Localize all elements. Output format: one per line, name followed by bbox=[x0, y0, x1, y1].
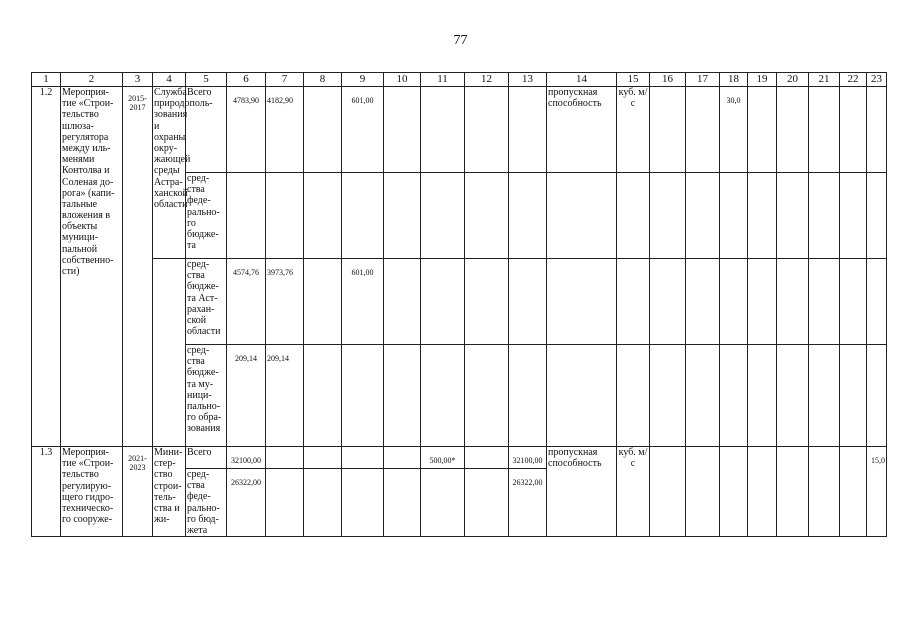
period: 2021-2023 bbox=[123, 447, 153, 537]
col-header: 21 bbox=[809, 73, 840, 87]
col-header: 19 bbox=[748, 73, 777, 87]
cell-col6: 209,14 bbox=[227, 345, 266, 447]
cell-col23 bbox=[867, 345, 887, 447]
cell-col6: 32100,00 bbox=[227, 447, 266, 469]
cell-col18 bbox=[720, 345, 748, 447]
executor: Служба природополь-зования и охраны окру-жающей среды Астра-ханской области bbox=[153, 87, 186, 259]
cell-col17 bbox=[686, 345, 720, 447]
cell-col22 bbox=[840, 447, 867, 537]
cell-col20 bbox=[777, 447, 809, 537]
cell-col11 bbox=[421, 345, 465, 447]
col-header: 3 bbox=[123, 73, 153, 87]
cell-col6 bbox=[227, 173, 266, 259]
cell-col10 bbox=[384, 173, 421, 259]
cell-col22 bbox=[840, 259, 867, 345]
indicator-unit: куб. м/с bbox=[617, 447, 650, 537]
cell-col22 bbox=[840, 345, 867, 447]
cell-col15 bbox=[617, 345, 650, 447]
cell-col16 bbox=[650, 173, 686, 259]
cell-col11 bbox=[421, 173, 465, 259]
cell-col16 bbox=[650, 87, 686, 173]
col-header: 13 bbox=[509, 73, 547, 87]
funding-source: сред-ства бюдже-та Аст-рахан-ской области bbox=[186, 259, 227, 345]
col-header: 1 bbox=[32, 73, 61, 87]
measure-name: Мероприя-тие «Строи-тельство регулирую-щего гидро-техническо-го сооруже- bbox=[61, 447, 123, 537]
col-header: 6 bbox=[227, 73, 266, 87]
cell-col10 bbox=[384, 469, 421, 537]
cell-col17 bbox=[686, 87, 720, 173]
cell-col10 bbox=[384, 87, 421, 173]
cell-col13 bbox=[509, 259, 547, 345]
indicator-name: пропускная способность bbox=[547, 87, 617, 173]
cell-col9: 601,00 bbox=[342, 259, 384, 345]
cell-col12 bbox=[465, 447, 509, 469]
cell-col19 bbox=[748, 87, 777, 173]
cell-col16 bbox=[650, 447, 686, 537]
cell-col20 bbox=[777, 87, 809, 173]
cell-col9 bbox=[342, 345, 384, 447]
cell-col11 bbox=[421, 469, 465, 537]
table-row bbox=[32, 447, 887, 469]
cell-col6: 4783,90 bbox=[227, 87, 266, 173]
funding-source: Всего bbox=[186, 87, 227, 173]
cell-col23: 15,0 bbox=[867, 447, 887, 537]
cell-col17 bbox=[686, 173, 720, 259]
cell-col9: 601,00 bbox=[342, 87, 384, 173]
col-header: 9 bbox=[342, 73, 384, 87]
cell-col16 bbox=[650, 259, 686, 345]
cell-col18 bbox=[720, 447, 748, 537]
cell-col19 bbox=[748, 345, 777, 447]
cell-col8 bbox=[304, 173, 342, 259]
cell-col13 bbox=[509, 345, 547, 447]
cell-col8 bbox=[304, 259, 342, 345]
cell-col9 bbox=[342, 173, 384, 259]
cell-col6: 4574,76 bbox=[227, 259, 266, 345]
funding-source: сред-ства феде-рально-го бюдже-та bbox=[186, 173, 227, 259]
col-header: 17 bbox=[686, 73, 720, 87]
cell-col21 bbox=[809, 87, 840, 173]
cell-col17 bbox=[686, 447, 720, 537]
cell-col21 bbox=[809, 447, 840, 537]
cell-col13: 32100,00 bbox=[509, 447, 547, 469]
cell-col14 bbox=[547, 173, 617, 259]
column-number-row bbox=[32, 73, 887, 87]
cell-col19 bbox=[748, 447, 777, 537]
cell-col12 bbox=[465, 173, 509, 259]
page-number: 77 bbox=[453, 33, 468, 48]
cell-col20 bbox=[777, 345, 809, 447]
cell-col7: 4182,90 bbox=[266, 87, 304, 173]
cell-col18 bbox=[720, 173, 748, 259]
cell-col23 bbox=[867, 173, 887, 259]
cell-col13: 26322,00 bbox=[509, 469, 547, 537]
indicator-name: пропускная способность bbox=[547, 447, 617, 537]
cell-col11: 500,00* bbox=[421, 447, 465, 469]
cell-col10 bbox=[384, 259, 421, 345]
program-table bbox=[31, 72, 887, 537]
indicator-unit: куб. м/с bbox=[617, 87, 650, 173]
cell-col12 bbox=[465, 345, 509, 447]
col-header: 22 bbox=[840, 73, 867, 87]
col-header: 23 bbox=[867, 73, 887, 87]
col-header: 11 bbox=[421, 73, 465, 87]
cell-col14 bbox=[547, 345, 617, 447]
col-header: 5 bbox=[186, 73, 227, 87]
cell-col12 bbox=[465, 87, 509, 173]
cell-col7 bbox=[266, 447, 304, 469]
cell-col7 bbox=[266, 469, 304, 537]
col-header: 7 bbox=[266, 73, 304, 87]
cell-col10 bbox=[384, 345, 421, 447]
cell-col23 bbox=[867, 87, 887, 173]
cell-col19 bbox=[748, 173, 777, 259]
cell-col22 bbox=[840, 87, 867, 173]
cell-col13 bbox=[509, 173, 547, 259]
cell-col8 bbox=[304, 345, 342, 447]
cell-col11 bbox=[421, 259, 465, 345]
cell-col21 bbox=[809, 259, 840, 345]
col-header: 10 bbox=[384, 73, 421, 87]
cell-col8 bbox=[304, 87, 342, 173]
cell-col19 bbox=[748, 259, 777, 345]
cell-col13 bbox=[509, 87, 547, 173]
cell-col6: 26322,00 bbox=[227, 469, 266, 537]
measure-name: Мероприя-тие «Строи-тельство шлюза-регулятора между иль-менями Контолва и Соленая до-рога» (капи-тальные вложения в объекты муници-пальной собственно-сти) bbox=[61, 87, 123, 447]
table-row bbox=[32, 87, 887, 173]
cell-col16 bbox=[650, 345, 686, 447]
cell-col21 bbox=[809, 173, 840, 259]
col-header: 18 bbox=[720, 73, 748, 87]
executor-continued bbox=[153, 259, 186, 447]
cell-col9 bbox=[342, 469, 384, 537]
col-header: 8 bbox=[304, 73, 342, 87]
cell-col7: 3973,76 bbox=[266, 259, 304, 345]
cell-col10 bbox=[384, 447, 421, 469]
cell-col9 bbox=[342, 447, 384, 469]
cell-col12 bbox=[465, 469, 509, 537]
col-header: 20 bbox=[777, 73, 809, 87]
cell-col8 bbox=[304, 469, 342, 537]
cell-col15 bbox=[617, 173, 650, 259]
cell-col22 bbox=[840, 173, 867, 259]
row-index: 1.3 bbox=[32, 447, 61, 537]
cell-col8 bbox=[304, 447, 342, 469]
cell-col20 bbox=[777, 173, 809, 259]
row-index: 1.2 bbox=[32, 87, 61, 447]
cell-col7 bbox=[266, 173, 304, 259]
col-header: 14 bbox=[547, 73, 617, 87]
cell-col14 bbox=[547, 259, 617, 345]
col-header: 2 bbox=[61, 73, 123, 87]
cell-col15 bbox=[617, 259, 650, 345]
col-header: 16 bbox=[650, 73, 686, 87]
cell-col7: 209,14 bbox=[266, 345, 304, 447]
cell-col17 bbox=[686, 259, 720, 345]
cell-col12 bbox=[465, 259, 509, 345]
col-header: 4 bbox=[153, 73, 186, 87]
cell-col18 bbox=[720, 259, 748, 345]
funding-source: Всего bbox=[186, 447, 227, 469]
table-row bbox=[32, 259, 887, 345]
cell-col11 bbox=[421, 87, 465, 173]
cell-col23 bbox=[867, 259, 887, 345]
funding-source: сред-ства бюдже-та му-ници-пально-го обра-зования bbox=[186, 345, 227, 447]
col-header: 12 bbox=[465, 73, 509, 87]
col-header: 15 bbox=[617, 73, 650, 87]
executor: Мини-стер-ство строи-тель-ства и жи- bbox=[153, 447, 186, 537]
period: 2015-2017 bbox=[123, 87, 153, 447]
cell-col18: 30,0 bbox=[720, 87, 748, 173]
cell-col21 bbox=[809, 345, 840, 447]
cell-col20 bbox=[777, 259, 809, 345]
funding-source: сред-ства феде-рально-го бюд-жета bbox=[186, 469, 227, 537]
